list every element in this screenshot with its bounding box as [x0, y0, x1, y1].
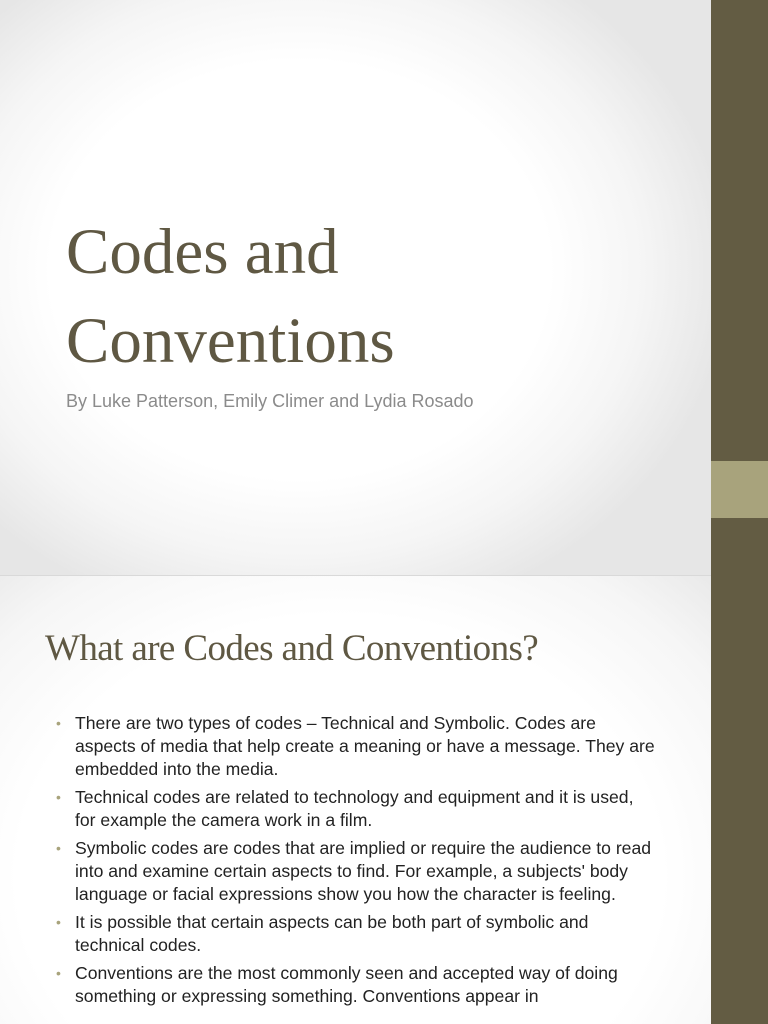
slide-subtitle: By Luke Patterson, Emily Climer and Lydia Rosado: [66, 391, 474, 411]
bullet-dot-icon: •: [56, 914, 61, 930]
bullet-dot-icon: •: [56, 840, 61, 856]
bullet-list: [56, 712, 656, 1013]
sidebar-accent-block: [711, 461, 768, 518]
bullet-text: There are two types of codes – Technical and Symbolic. Codes are aspects of media that help create a meaning or have a message. They are embedded into the media.: [75, 713, 655, 779]
content-slide: [0, 576, 711, 1024]
bullet-dot-icon: •: [56, 715, 61, 731]
bullet-text: It is possible that certain aspects can be both part of symbolic and technical codes.: [75, 912, 589, 955]
slide-title-line-2: Conventions: [66, 305, 395, 377]
bullet-item: [56, 962, 656, 1008]
bullet-item: [56, 837, 656, 906]
bullet-item: [56, 786, 656, 832]
slide-title: [66, 208, 666, 386]
bullet-dot-icon: •: [56, 965, 61, 981]
bullet-text: Symbolic codes are codes that are implied or require the audience to read into and examine certain aspects to find. For example, a subjects' body language or facial expressions show you how the character is feeling.: [75, 838, 652, 904]
bullet-text: Conventions are the most commonly seen and accepted way of doing something or expressing something. Conventions appear in: [75, 963, 618, 1006]
bullet-dot-icon: •: [56, 789, 61, 805]
bullet-text: Technical codes are related to technology and equipment and it is used, for example the camera work in a film.: [75, 787, 634, 830]
slide-title-line-1: Codes and: [66, 216, 339, 288]
bullet-item: [56, 911, 656, 957]
content-slide-title: What are Codes and Conventions?: [45, 628, 539, 669]
bullet-item: [56, 712, 656, 781]
